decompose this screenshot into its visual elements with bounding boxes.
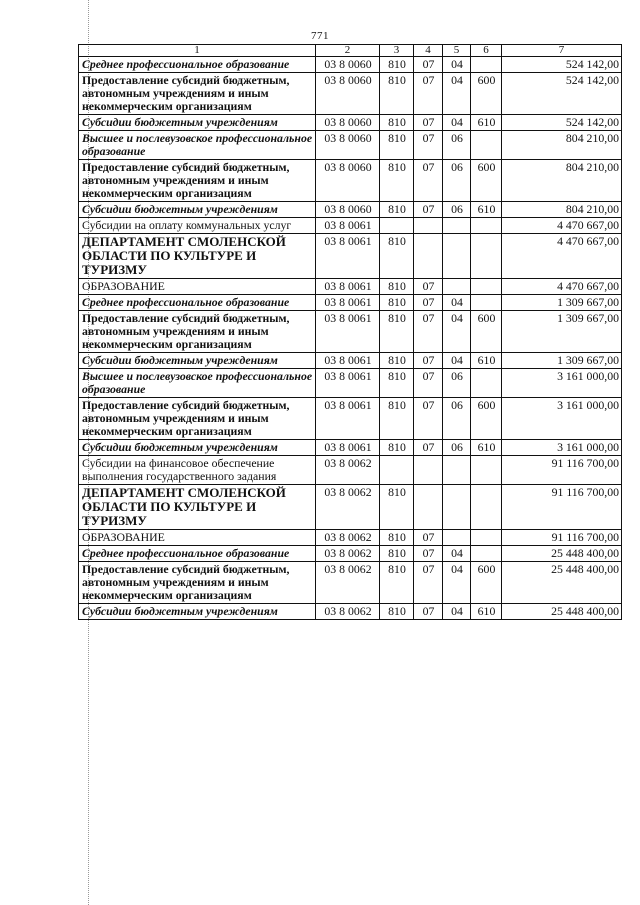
row-target-code: 03 8 0060	[316, 73, 380, 115]
row-section: 07	[414, 311, 443, 353]
row-subsection: 06	[443, 131, 471, 160]
table-row	[79, 295, 622, 311]
table-row	[79, 562, 622, 604]
row-name: Субсидии на финансовое обеспечение выполнения государственного задания	[79, 456, 316, 485]
row-name: Субсидии бюджетным учреждениям	[79, 440, 316, 456]
row-section	[414, 218, 443, 234]
row-subsection: 06	[443, 160, 471, 202]
row-target-code: 03 8 0061	[316, 234, 380, 279]
row-amount: 25 448 400,00	[502, 604, 622, 620]
row-name: ОБРАЗОВАНИЕ	[79, 530, 316, 546]
row-name: Субсидии бюджетным учреждениям	[79, 353, 316, 369]
table-row	[79, 604, 622, 620]
row-expense-type	[471, 131, 502, 160]
header-col-7: 7	[502, 45, 622, 57]
row-name: Предоставление субсидий бюджетным, автономным учреждениям и иным некоммерческим организациям	[79, 160, 316, 202]
row-department-code: 810	[380, 353, 414, 369]
row-subsection	[443, 485, 471, 530]
row-name: Субсидии на оплату коммунальных услуг	[79, 218, 316, 234]
row-amount: 804 210,00	[502, 160, 622, 202]
row-subsection: 04	[443, 115, 471, 131]
row-subsection: 06	[443, 398, 471, 440]
row-section: 07	[414, 202, 443, 218]
row-target-code: 03 8 0060	[316, 115, 380, 131]
row-name: Высшее и послевузовское профессиональное образование	[79, 131, 316, 160]
row-expense-type	[471, 279, 502, 295]
row-section: 07	[414, 369, 443, 398]
row-department-code: 810	[380, 562, 414, 604]
row-section: 07	[414, 160, 443, 202]
row-name: Среднее профессиональное образование	[79, 546, 316, 562]
row-section: 07	[414, 562, 443, 604]
table-row	[79, 398, 622, 440]
header-col-6: 6	[471, 45, 502, 57]
table-row	[79, 485, 622, 530]
row-amount: 1 309 667,00	[502, 295, 622, 311]
row-department-code: 810	[380, 202, 414, 218]
row-subsection	[443, 218, 471, 234]
row-subsection: 04	[443, 57, 471, 73]
row-expense-type: 610	[471, 353, 502, 369]
table-header-row	[79, 45, 622, 57]
row-department-code: 810	[380, 485, 414, 530]
row-department-code: 810	[380, 131, 414, 160]
row-subsection: 06	[443, 369, 471, 398]
row-department-code: 810	[380, 546, 414, 562]
row-name: Предоставление субсидий бюджетным, автономным учреждениям и иным некоммерческим организациям	[79, 73, 316, 115]
row-section: 07	[414, 115, 443, 131]
row-department-code: 810	[380, 604, 414, 620]
row-department-code: 810	[380, 73, 414, 115]
row-name: ДЕПАРТАМЕНТ СМОЛЕНСКОЙ ОБЛАСТИ ПО КУЛЬТУРЕ И ТУРИЗМУ	[79, 234, 316, 279]
table-row	[79, 73, 622, 115]
row-name: Высшее и послевузовское профессиональное образование	[79, 369, 316, 398]
row-subsection: 04	[443, 562, 471, 604]
row-section: 07	[414, 604, 443, 620]
table-row	[79, 115, 622, 131]
row-expense-type: 610	[471, 440, 502, 456]
header-col-3: 3	[380, 45, 414, 57]
row-subsection: 04	[443, 311, 471, 353]
row-section: 07	[414, 279, 443, 295]
row-expense-type	[471, 369, 502, 398]
row-amount: 804 210,00	[502, 131, 622, 160]
table-row	[79, 546, 622, 562]
row-amount: 1 309 667,00	[502, 353, 622, 369]
row-name: Среднее профессиональное образование	[79, 57, 316, 73]
row-target-code: 03 8 0061	[316, 398, 380, 440]
row-expense-type: 600	[471, 73, 502, 115]
row-name: Предоставление субсидий бюджетным, автономным учреждениям и иным некоммерческим организациям	[79, 311, 316, 353]
row-amount: 4 470 667,00	[502, 279, 622, 295]
row-expense-type	[471, 218, 502, 234]
row-expense-type	[471, 546, 502, 562]
table-body	[79, 57, 622, 620]
row-target-code: 03 8 0061	[316, 353, 380, 369]
row-target-code: 03 8 0061	[316, 279, 380, 295]
row-name: Предоставление субсидий бюджетным, автономным учреждениям и иным некоммерческим организациям	[79, 398, 316, 440]
row-department-code: 810	[380, 160, 414, 202]
table-row	[79, 353, 622, 369]
row-subsection: 04	[443, 73, 471, 115]
row-subsection: 04	[443, 295, 471, 311]
row-section: 07	[414, 295, 443, 311]
row-subsection: 04	[443, 546, 471, 562]
row-amount: 524 142,00	[502, 73, 622, 115]
row-amount: 91 116 700,00	[502, 485, 622, 530]
table-row	[79, 202, 622, 218]
row-amount: 524 142,00	[502, 57, 622, 73]
row-amount: 91 116 700,00	[502, 530, 622, 546]
table-row	[79, 57, 622, 73]
row-subsection: 06	[443, 202, 471, 218]
row-department-code: 810	[380, 530, 414, 546]
row-amount: 25 448 400,00	[502, 562, 622, 604]
row-section: 07	[414, 131, 443, 160]
row-subsection	[443, 530, 471, 546]
page-number: 771	[311, 30, 329, 42]
row-expense-type: 600	[471, 160, 502, 202]
row-target-code: 03 8 0060	[316, 160, 380, 202]
row-department-code: 810	[380, 234, 414, 279]
row-department-code	[380, 456, 414, 485]
row-department-code: 810	[380, 311, 414, 353]
row-expense-type: 610	[471, 604, 502, 620]
row-amount: 3 161 000,00	[502, 369, 622, 398]
row-department-code: 810	[380, 57, 414, 73]
row-section: 07	[414, 440, 443, 456]
row-section: 07	[414, 73, 443, 115]
row-target-code: 03 8 0062	[316, 562, 380, 604]
row-amount: 25 448 400,00	[502, 546, 622, 562]
row-target-code: 03 8 0061	[316, 369, 380, 398]
table-row	[79, 456, 622, 485]
row-department-code: 810	[380, 279, 414, 295]
row-target-code: 03 8 0062	[316, 485, 380, 530]
row-target-code: 03 8 0060	[316, 202, 380, 218]
header-col-5: 5	[443, 45, 471, 57]
row-target-code: 03 8 0060	[316, 131, 380, 160]
row-target-code: 03 8 0060	[316, 57, 380, 73]
row-expense-type: 610	[471, 202, 502, 218]
row-section: 07	[414, 530, 443, 546]
row-target-code: 03 8 0061	[316, 295, 380, 311]
row-target-code: 03 8 0062	[316, 604, 380, 620]
row-amount: 4 470 667,00	[502, 218, 622, 234]
row-expense-type	[471, 485, 502, 530]
row-department-code: 810	[380, 440, 414, 456]
row-target-code: 03 8 0061	[316, 311, 380, 353]
row-amount: 524 142,00	[502, 115, 622, 131]
row-department-code	[380, 218, 414, 234]
row-subsection: 04	[443, 353, 471, 369]
row-target-code: 03 8 0062	[316, 546, 380, 562]
row-subsection: 06	[443, 440, 471, 456]
row-section: 07	[414, 353, 443, 369]
row-amount: 1 309 667,00	[502, 311, 622, 353]
row-amount: 3 161 000,00	[502, 440, 622, 456]
row-expense-type	[471, 530, 502, 546]
row-expense-type	[471, 295, 502, 311]
row-expense-type: 600	[471, 311, 502, 353]
table-row	[79, 440, 622, 456]
row-section	[414, 485, 443, 530]
row-subsection	[443, 456, 471, 485]
row-department-code: 810	[380, 115, 414, 131]
row-expense-type	[471, 57, 502, 73]
header-col-4: 4	[414, 45, 443, 57]
row-amount: 4 470 667,00	[502, 234, 622, 279]
header-col-1: 1	[79, 45, 316, 57]
row-name: ДЕПАРТАМЕНТ СМОЛЕНСКОЙ ОБЛАСТИ ПО КУЛЬТУРЕ И ТУРИЗМУ	[79, 485, 316, 530]
row-department-code: 810	[380, 295, 414, 311]
row-expense-type: 610	[471, 115, 502, 131]
row-section: 07	[414, 398, 443, 440]
row-expense-type: 600	[471, 398, 502, 440]
row-name: ОБРАЗОВАНИЕ	[79, 279, 316, 295]
row-department-code: 810	[380, 369, 414, 398]
row-target-code: 03 8 0061	[316, 218, 380, 234]
row-department-code: 810	[380, 398, 414, 440]
row-name: Предоставление субсидий бюджетным, автономным учреждениям и иным некоммерческим организациям	[79, 562, 316, 604]
table-row	[79, 160, 622, 202]
table-row	[79, 131, 622, 160]
row-name: Субсидии бюджетным учреждениям	[79, 115, 316, 131]
header-col-2: 2	[316, 45, 380, 57]
table-row	[79, 530, 622, 546]
row-name: Среднее профессиональное образование	[79, 295, 316, 311]
table-row	[79, 279, 622, 295]
row-section	[414, 234, 443, 279]
row-section: 07	[414, 57, 443, 73]
table-row	[79, 369, 622, 398]
row-target-code: 03 8 0062	[316, 530, 380, 546]
row-subsection	[443, 234, 471, 279]
row-expense-type	[471, 456, 502, 485]
row-section	[414, 456, 443, 485]
row-amount: 804 210,00	[502, 202, 622, 218]
table-row	[79, 311, 622, 353]
table-row	[79, 234, 622, 279]
row-subsection	[443, 279, 471, 295]
row-subsection: 04	[443, 604, 471, 620]
row-name: Субсидии бюджетным учреждениям	[79, 604, 316, 620]
row-target-code: 03 8 0061	[316, 440, 380, 456]
budget-table	[78, 44, 622, 620]
row-target-code: 03 8 0062	[316, 456, 380, 485]
row-section: 07	[414, 546, 443, 562]
row-expense-type	[471, 234, 502, 279]
row-amount: 3 161 000,00	[502, 398, 622, 440]
row-name: Субсидии бюджетным учреждениям	[79, 202, 316, 218]
table-row	[79, 218, 622, 234]
row-expense-type: 600	[471, 562, 502, 604]
row-amount: 91 116 700,00	[502, 456, 622, 485]
